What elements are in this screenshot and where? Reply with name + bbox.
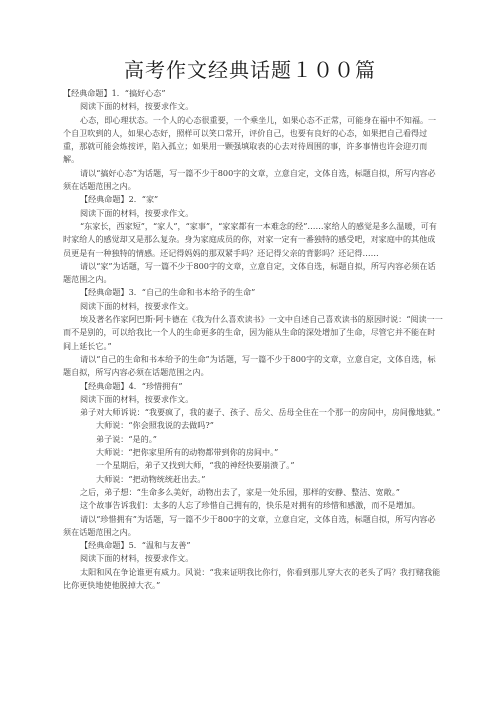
document-paragraph: 【经典命题】1．“搞好心态” (63, 88, 166, 98)
document-paragraph: 一个星期后，弟子又找到大师，“我的神经快要崩溃了。” (96, 460, 295, 471)
document-paragraph: 请以“家”为话题，写一篇不少于800字的文章，立意自定，文体自选，标题自拟，所写内容必须在话题范围之内。 (63, 260, 436, 285)
document-paragraph: 弟子对大师诉说：“我要疯了，我的妻子、孩子、岳父、岳母全住在一个那一的房间中，房间像地狱。” (80, 407, 441, 418)
document-paragraph: 阅读下面的材料，按要求作文。 (80, 553, 194, 564)
document-paragraph: 这个故事告诉我们：太多的人忘了珍惜自己拥有的，快乐是对拥有的珍惜和感激，而不是增加。 (80, 500, 420, 511)
document-paragraph: 大师说：“把动物统统赶出去。” (96, 473, 206, 484)
document-paragraph: 大师说：“把你家里所有的动物都带到你的房间中。” (96, 447, 279, 458)
document-paragraph: 之后，弟子想：“生命多么美好，动物出去了，家是一处乐园，那样的安静、整洁、宽敞。” (80, 486, 400, 497)
document-paragraph: 请以“搞好心态”为话题，写一篇不少于800字的文章，立意自定，文体自选，标题自拟，所写内容必须在话题范围之内。 (63, 167, 436, 192)
document-paragraph: 请以“自己的生命和书本给予的生命”为话题，写一篇不少于800字的文章，立意自定，文体自选，标题自拟，所写内容必须在话题范围之内。 (63, 353, 436, 378)
document-paragraph: 请以“珍惜拥有”为话题，写一篇不少于800字的文章，立意自定，文体自选，标题自拟，所写内容必须在话题范围之内。 (63, 513, 436, 537)
document-paragraph: 【经典命题】2．“家” (80, 194, 159, 205)
document-paragraph: 埃及著名作家阿巴斯·阿卡德在《我为什么喜欢读书》一文中自述自己喜欢读书的原因时说：“阅读一一而不是别的，可以给我比一个人的生命更多的生命，因为能从生命的深处增加了生命，尽管它并不能在时间上延长它。” (63, 314, 443, 351)
document-paragraph: 阅读下面的材料，按要求作文。 (80, 207, 194, 218)
document-paragraph: “东家长，西家短”，“家人”，“家事”，“家家都有一本难念的经”……家给人的感觉是多么温暖，可有时家给人的感觉却又是那么复杂。身为家庭成员的你，对家一定有一番独特的感受吧，对家庭中的其他成员更是有一种独特的情感。还记得妈妈的那双紧手吗？还记得父亲的背影吗？还记得…… (63, 220, 437, 258)
document-paragraph: 阅读下面的材料，按要求作文。 (80, 393, 194, 404)
document-paragraph: 弟子说：“是的。” (96, 433, 157, 444)
document-paragraph: 阅读下面的材料，按要求作文。 (80, 300, 194, 311)
document-paragraph: 太阳和风在争论谁更有威力。风说：“我来证明我比你行，你看到那儿穿大衣的老头了吗？我打赌我能比你更快地使他脱掉大衣。” (63, 566, 441, 590)
document-paragraph: 【经典命题】3．“自己的生命和书本给予的生命” (80, 287, 256, 298)
document-body (63, 87, 443, 592)
document-paragraph: 【经典命题】4．“珍惜拥有” (80, 380, 183, 391)
document-title: 高考作文经典话题１００篇 (124, 58, 376, 82)
document-paragraph: 阅读下面的材料，按要求作文。 (80, 101, 194, 112)
document-paragraph: 心态，即心理状态。一个人的心态很重要，一个乘坐儿，如果心态不正常，可能身在福中不知福。一个自卫吹到的人，如果心态好，照样可以笑口常开，评价自己，也要有良好的心态，如果把自己看得过重，那就可能会炼按评，陷入孤立；如果用一颗强填取表的心去对待周围的事，许多事情也许会迎刃而解。 (63, 114, 437, 165)
document-paragraph: 【经典命题】5．“温和与友善” (80, 540, 191, 551)
document-paragraph: 大师说：“你会照我说的去做吗?” (96, 420, 214, 431)
